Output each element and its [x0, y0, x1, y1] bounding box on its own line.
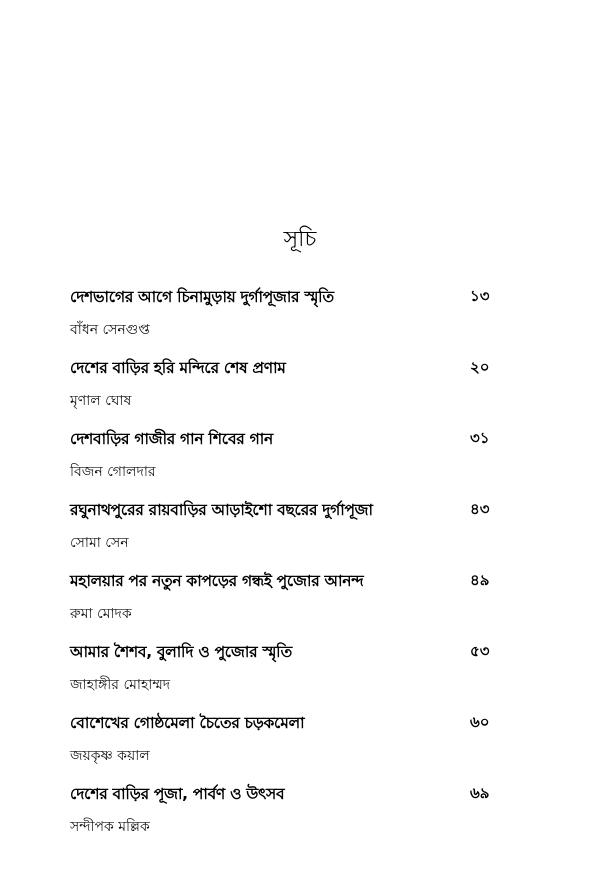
toc-entry [70, 640, 510, 711]
entry-title: দেশভাগের আগে চিনামুড়ায় দুর্গাপূজার স্মৃতি [70, 288, 334, 306]
toc-entry [70, 498, 510, 569]
entry-author: জাহাঙ্গীর মোহাম্মদ [70, 677, 171, 693]
entry-page-number: ৩১ [470, 429, 490, 447]
entry-author: সোমা সেন [70, 535, 129, 551]
entry-page-number: ২০ [470, 358, 490, 376]
table-of-contents [70, 285, 510, 853]
toc-entry [70, 356, 510, 427]
entry-author: বাঁধন সেনগুপ্ত [70, 322, 150, 338]
entry-author: সন্দীপক মল্লিক [70, 819, 150, 835]
entry-title: দেশের বাড়ির পূজা, পার্বণ ও উৎসব [70, 785, 285, 803]
toc-entry [70, 782, 510, 853]
entry-page-number: ৪৩ [470, 500, 490, 518]
entry-title: দেশবাড়ির গাজীর গান শিবের গান [70, 430, 273, 448]
entry-page-number: ৬৯ [470, 784, 490, 802]
entry-author: বিজন গোলদার [70, 464, 156, 480]
entry-author: মৃণাল ঘোষ [70, 393, 132, 409]
page-title: সূচি [283, 227, 317, 252]
entry-title: আমার শৈশব, বুলাদি ও পুজোর স্মৃতি [70, 643, 292, 661]
entry-title: রঘুনাথপুরের রায়বাড়ির আড়াইশো বছরের দুর্গাপূজা [70, 501, 373, 519]
toc-entry [70, 285, 510, 356]
toc-entry [70, 427, 510, 498]
entry-author: জয়কৃষ্ণ কয়াল [70, 748, 150, 764]
entry-page-number: ৬০ [470, 713, 490, 731]
entry-author: রুমা মোদক [70, 606, 132, 622]
entry-title: দেশের বাড়ির হরি মন্দিরে শেষ প্রণাম [70, 359, 286, 377]
toc-entry [70, 569, 510, 640]
entry-page-number: ১৩ [470, 287, 490, 305]
entry-page-number: ৫৩ [470, 642, 490, 660]
entry-title: মহালয়ার পর নতুন কাপড়ের গন্ধই পুজোর আনন্দ [70, 572, 364, 590]
entry-title: বোশেখের গোষ্ঠমেলা চৈতের চড়কমেলা [70, 714, 305, 732]
toc-entry [70, 711, 510, 782]
entry-page-number: ৪৯ [470, 571, 490, 589]
